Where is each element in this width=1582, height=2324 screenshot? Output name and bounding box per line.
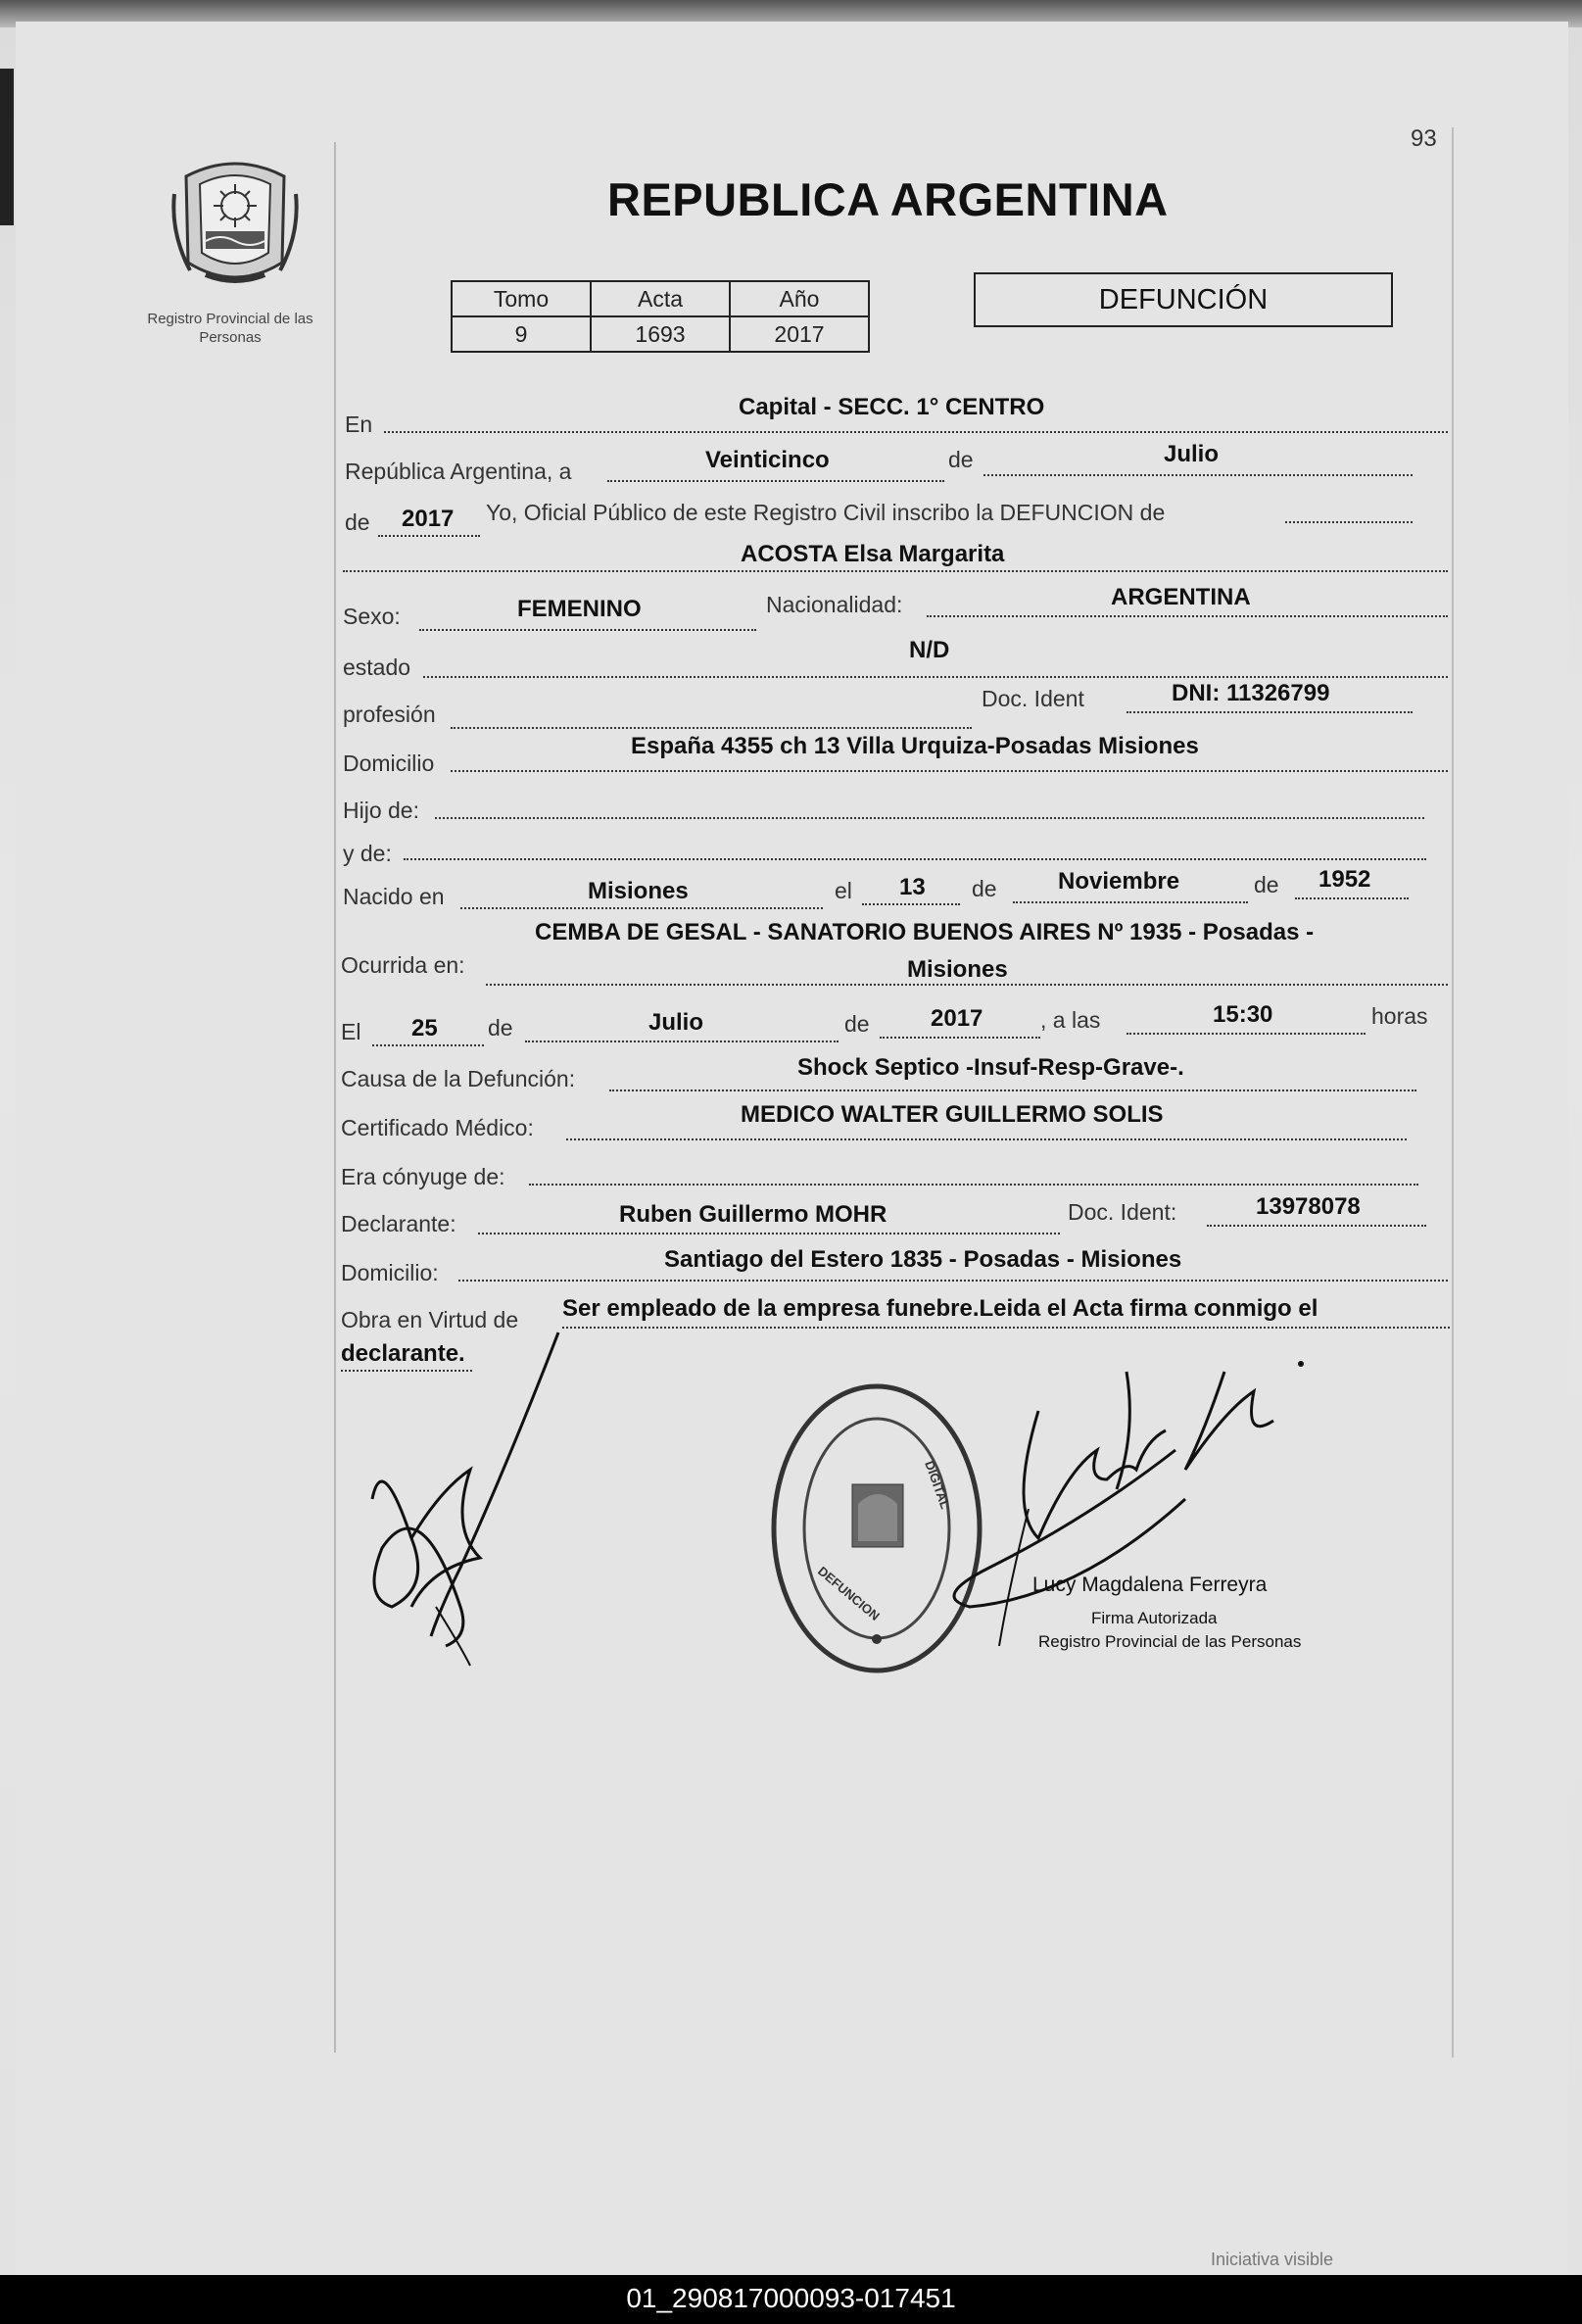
scan-edge — [0, 69, 14, 225]
value-ocurrida-en-1: CEMBA DE GESAL - SANATORIO BUENOS AIRES Nº 1935 - Posadas - — [535, 919, 1315, 945]
value-nacido-anio: 1952 — [1318, 866, 1371, 893]
official-office: Registro Provincial de las Personas — [1038, 1632, 1302, 1651]
label-domicilio-declarante: Domicilio: — [341, 1260, 439, 1285]
dotted-line — [451, 770, 1448, 772]
value-defuncion-mes: Julio — [648, 1009, 704, 1036]
document-type-box: DEFUNCIÓN — [974, 272, 1393, 327]
label-causa: Causa de la Defunción: — [341, 1066, 576, 1091]
value-defuncion-anio: 2017 — [931, 1005, 983, 1032]
official-role: Firma Autorizada — [1091, 1609, 1218, 1627]
dotted-line — [372, 1044, 484, 1046]
value-nacionalidad: ARGENTINA — [1111, 584, 1251, 610]
label-republica: República Argentina, a — [345, 459, 572, 484]
label-ocurrida-en: Ocurrida en: — [341, 952, 465, 978]
declarant-signature — [353, 1313, 588, 1705]
dotted-line — [378, 535, 480, 537]
svg-text:DEFUNCION: DEFUNCION — [815, 1563, 883, 1623]
ref-header-acta: Acta — [591, 281, 730, 316]
value-lugar: Capital - SECC. 1° CENTRO — [739, 394, 1045, 420]
bottom-partial-text: Iniciativa visible — [1211, 2250, 1334, 2269]
dotted-line — [460, 907, 823, 909]
value-causa: Shock Septico -Insuf-Resp-Grave-. — [797, 1054, 1184, 1081]
label-declarante: Declarante: — [341, 1211, 456, 1236]
label-hijo-de: Hijo de: — [343, 798, 419, 823]
value-nacido-en: Misiones — [588, 878, 689, 904]
dotted-line — [562, 1327, 1450, 1329]
value-anio-inscripcion: 2017 — [402, 506, 455, 532]
dotted-line — [451, 727, 972, 729]
label-doc-ident-declarante: Doc. Ident: — [1068, 1199, 1177, 1225]
dotted-line — [423, 676, 1448, 678]
logo-caption: Registro Provincial de las Personas — [147, 311, 313, 346]
document-id: 01_290817000093-017451 — [626, 2283, 956, 2313]
value-defuncion-dia: 25 — [411, 1015, 438, 1041]
svg-text:DIGITAL: DIGITAL — [922, 1458, 953, 1511]
label-de: de — [972, 876, 997, 901]
dotted-line — [1013, 901, 1248, 903]
label-nacionalidad: Nacionalidad: — [766, 592, 903, 617]
value-declarante: Ruben Guillermo MOHR — [619, 1201, 887, 1228]
label-en: En — [345, 412, 373, 437]
dotted-line — [607, 480, 944, 482]
province-coat-of-arms-icon — [167, 155, 304, 290]
page-title: REPUBLICA ARGENTINA — [607, 173, 1169, 225]
label-el-date: El — [341, 1019, 361, 1044]
ref-header-tomo: Tomo — [452, 281, 591, 316]
dotted-line — [525, 1041, 839, 1042]
label-de: de — [488, 1015, 513, 1041]
dotted-line — [1285, 521, 1413, 523]
document-sheet — [16, 22, 1568, 2275]
label-de: de — [948, 447, 974, 472]
label-conyuge: Era cónyuge de: — [341, 1164, 505, 1189]
label-horas: horas — [1371, 1003, 1428, 1029]
label-a-las: , a las — [1040, 1007, 1101, 1033]
dotted-line — [1207, 1225, 1426, 1227]
frame-left-line — [334, 142, 336, 2053]
dotted-line — [343, 570, 1448, 572]
dotted-line — [529, 1184, 1418, 1186]
value-certificado: MEDICO WALTER GUILLERMO SOLIS — [741, 1101, 1164, 1128]
label-profesion: profesión — [343, 702, 436, 727]
frame-right-line — [1452, 127, 1454, 2058]
dotted-line — [404, 858, 1426, 860]
dotted-line — [384, 431, 1448, 433]
dotted-line — [609, 1089, 1416, 1091]
official-signature — [931, 1352, 1322, 1646]
value-declarante-doc: 13978078 — [1256, 1193, 1361, 1220]
ref-value-acta: 1693 — [591, 316, 730, 352]
value-domicilio: España 4355 ch 13 Villa Urquiza-Posadas Misiones — [631, 733, 1199, 759]
dotted-line — [983, 474, 1413, 476]
ref-header-anio: Año — [730, 281, 869, 316]
dotted-line — [927, 615, 1448, 617]
value-ocurrida-en-2: Misiones — [907, 956, 1008, 983]
value-declarante-domicilio: Santiago del Estero 1835 - Posadas - Misiones — [664, 1246, 1182, 1273]
label-el: el — [835, 878, 852, 903]
value-doc-ident: DNI: 11326799 — [1172, 680, 1330, 706]
value-obra-1: Ser empleado de la empresa funebre.Leida el Acta firma conmigo el — [562, 1295, 1318, 1322]
dotted-line — [486, 984, 1448, 986]
value-nacido-dia: 13 — [899, 874, 926, 900]
label-y-de: y de: — [343, 841, 392, 866]
ref-value-tomo: 9 — [452, 316, 591, 352]
dotted-line — [478, 1233, 1060, 1235]
dotted-line — [566, 1138, 1407, 1140]
dotted-line — [862, 903, 960, 905]
value-mes-inscripcion: Julio — [1164, 441, 1220, 467]
value-dia-inscripcion: Veinticinco — [705, 447, 830, 473]
label-de: de — [1254, 872, 1279, 897]
value-nombre: ACOSTA Elsa Margarita — [741, 541, 1005, 567]
label-de: de — [844, 1011, 870, 1037]
label-sexo: Sexo: — [343, 604, 401, 629]
value-nacido-mes: Noviembre — [1058, 868, 1180, 895]
label-nacido-en: Nacido en — [343, 884, 445, 909]
label-estado: estado — [343, 654, 411, 680]
page-number: 93 — [1411, 125, 1437, 152]
dotted-line — [419, 629, 756, 631]
label-domicilio: Domicilio — [343, 750, 435, 776]
label-de-year: de — [345, 509, 370, 535]
value-obra-2: declarante. — [341, 1340, 465, 1367]
value-defuncion-hora: 15:30 — [1213, 1001, 1273, 1028]
dotted-line — [880, 1037, 1040, 1039]
dotted-line — [1295, 897, 1409, 899]
label-obra: Obra en Virtud de — [341, 1307, 519, 1332]
dotted-line — [458, 1280, 1448, 1282]
official-name: Lucy Magdalena Ferreyra — [1032, 1574, 1268, 1596]
label-doc-ident: Doc. Ident — [982, 686, 1084, 711]
label-certificado: Certificado Médico: — [341, 1115, 534, 1140]
ref-value-anio: 2017 — [730, 316, 869, 352]
dotted-line — [435, 817, 1424, 819]
label-yo: Yo, Oficial Público de este Registro Civil inscribo la DEFUNCION de — [486, 500, 1166, 525]
dotted-line — [1127, 1033, 1366, 1035]
value-estado: N/D — [909, 637, 950, 663]
reference-table — [451, 280, 870, 353]
dotted-line — [1127, 711, 1413, 713]
value-sexo: FEMENINO — [517, 596, 642, 622]
